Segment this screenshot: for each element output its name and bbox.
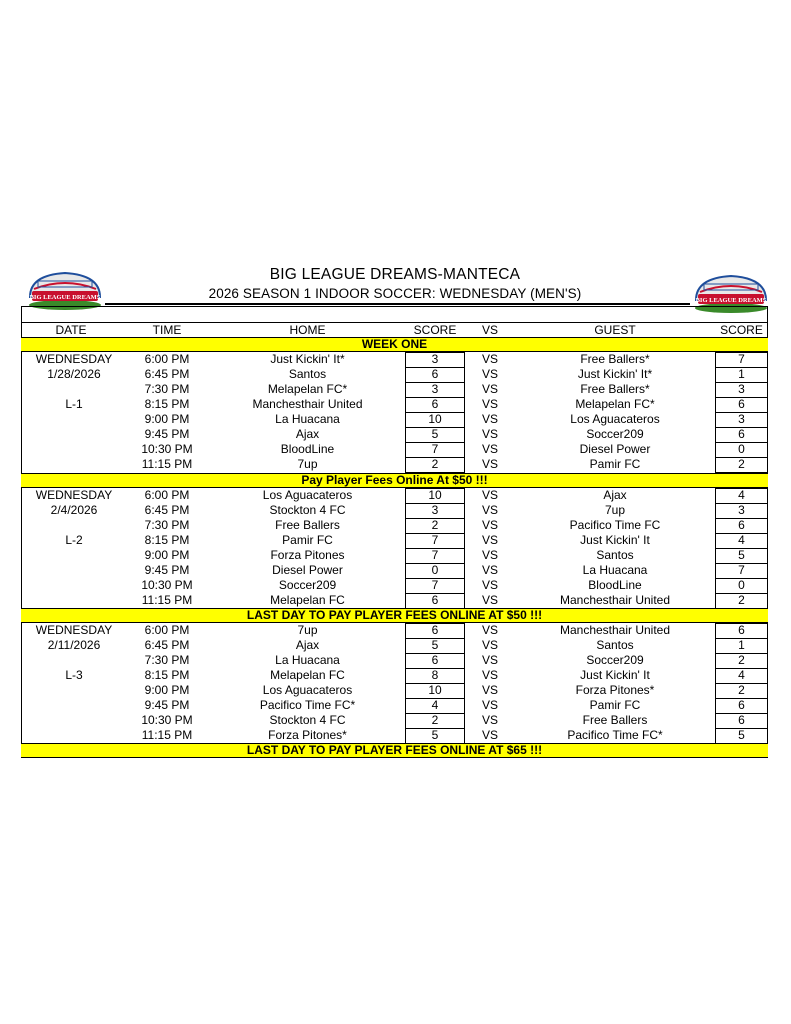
home-team: Melapelan FC: [270, 593, 345, 607]
guest-score: 1: [738, 367, 745, 381]
banner-week-one: WEEK ONE: [21, 337, 768, 352]
guest-score: 3: [738, 503, 745, 517]
page-title: BIG LEAGUE DREAMS-MANTECA: [269, 266, 521, 283]
guest-score: 2: [738, 683, 745, 697]
guest-team: Free Ballers*: [580, 382, 650, 396]
guest-team: BloodLine: [588, 578, 642, 592]
guest-team: Manchesthair United: [559, 593, 671, 607]
guest-team: Forza Pitones*: [575, 683, 655, 697]
home-score: 5: [431, 728, 439, 742]
guest-team: Diesel Power: [579, 442, 651, 456]
game-time: 6:00 PM: [144, 623, 190, 637]
home-team: Pamir FC: [282, 533, 333, 547]
home-score: 6: [431, 593, 439, 607]
page-subtitle: 2026 SEASON 1 INDOOR SOCCER: WEDNESDAY (MEN'S): [208, 286, 582, 301]
col-date: DATE: [55, 323, 87, 337]
svg-text:BIG LEAGUE DREAMS: BIG LEAGUE DREAMS: [695, 297, 767, 304]
vs-label: VS: [481, 457, 498, 471]
vs-label: VS: [481, 412, 498, 426]
vs-label: VS: [481, 638, 498, 652]
guest-team: 7up: [604, 503, 626, 517]
week-league: L-1: [65, 397, 83, 411]
home-team: Forza Pitones*: [268, 728, 347, 742]
guest-team: Just Kickin' It: [580, 533, 650, 547]
guest-team: Free Ballers*: [580, 352, 650, 366]
home-score: 5: [431, 427, 439, 441]
guest-team: Santos: [596, 638, 634, 652]
vs-label: VS: [481, 367, 498, 381]
home-score: 0: [431, 563, 439, 577]
guest-team: Los Aguacateros: [570, 412, 660, 426]
guest-score: 1: [738, 638, 745, 652]
col-guest: GUEST: [594, 323, 636, 337]
guest-team: Pamir FC: [589, 698, 641, 712]
week-day: WEDNESDAY: [35, 488, 113, 502]
home-score: 2: [431, 518, 439, 532]
title-rule: [105, 303, 690, 305]
svg-text:BIG LEAGUE DREAMS: BIG LEAGUE DREAMS: [29, 294, 101, 301]
game-time: 9:45 PM: [144, 427, 190, 441]
home-team: Santos: [288, 367, 327, 381]
vs-label: VS: [481, 442, 498, 456]
guest-score: 6: [738, 427, 745, 441]
home-team: Forza Pitones: [270, 548, 345, 562]
game-time: 6:45 PM: [144, 503, 190, 517]
guest-team: Free Ballers: [582, 713, 648, 727]
home-team: Manchesthair United: [252, 397, 363, 411]
guest-score: 4: [738, 668, 745, 682]
home-team: BloodLine: [280, 442, 335, 456]
home-score: 10: [428, 412, 442, 426]
home-team: Pacifico Time FC*: [259, 698, 356, 712]
vs-label: VS: [481, 488, 498, 502]
guest-team: Just Kickin' It: [580, 668, 650, 682]
game-time: 11:15 PM: [141, 728, 193, 742]
vs-label: VS: [481, 578, 498, 592]
home-team: La Huacana: [275, 653, 340, 667]
vs-label: VS: [481, 653, 498, 667]
home-team: Ajax: [295, 638, 320, 652]
home-score: 7: [431, 578, 439, 592]
game-time: 7:30 PM: [144, 518, 190, 532]
home-team: Los Aguacateros: [262, 683, 353, 697]
game-time: 8:15 PM: [144, 533, 190, 547]
game-time: 11:15 PM: [141, 457, 193, 471]
big-league-dreams-logo-left: [24, 267, 106, 311]
guest-score: 7: [738, 352, 745, 366]
vs-label: VS: [481, 382, 498, 396]
home-score: 7: [431, 442, 439, 456]
guest-score: 6: [738, 397, 745, 411]
home-team: Melapelan FC*: [267, 382, 348, 396]
guest-score: 4: [738, 488, 745, 502]
guest-score: 7: [738, 563, 745, 577]
col-vs: VS: [481, 323, 498, 337]
banner-pay-fees-50: Pay Player Fees Online At $50 !!!: [21, 473, 768, 488]
week-date: 1/28/2026: [47, 367, 101, 381]
home-score: 4: [431, 698, 439, 712]
guest-score: 6: [738, 518, 745, 532]
guest-team: Manchesthair United: [559, 623, 671, 637]
game-time: 9:00 PM: [144, 548, 190, 562]
game-time: 9:45 PM: [144, 698, 190, 712]
home-score: 7: [431, 548, 439, 562]
game-time: 6:00 PM: [144, 352, 190, 366]
week-day: WEDNESDAY: [35, 623, 113, 637]
home-score: 3: [431, 352, 439, 366]
guest-score: 6: [738, 623, 745, 637]
guest-team: Soccer209: [586, 653, 644, 667]
vs-label: VS: [481, 683, 498, 697]
home-score: 6: [431, 623, 439, 637]
home-team: 7up: [297, 623, 318, 637]
game-time: 8:15 PM: [144, 397, 190, 411]
guest-team: Soccer209: [586, 427, 644, 441]
game-time: 6:45 PM: [144, 367, 190, 381]
col-home: HOME: [289, 323, 326, 337]
home-score: 8: [431, 668, 439, 682]
vs-label: VS: [481, 668, 498, 682]
guest-score: 6: [738, 713, 745, 727]
guest-team: Pacifico Time FC*: [567, 728, 663, 742]
game-time: 6:00 PM: [144, 488, 190, 502]
home-team: Stockton 4 FC: [269, 503, 346, 517]
home-score: 5: [431, 638, 439, 652]
home-team: Ajax: [295, 427, 320, 441]
col-guest-score: SCORE: [720, 323, 763, 337]
guest-team: Just Kickin' It*: [577, 367, 653, 381]
guest-score: 3: [738, 382, 745, 396]
col-home-score: SCORE: [413, 323, 457, 337]
vs-label: VS: [481, 563, 498, 577]
vs-label: VS: [481, 352, 498, 366]
week-date: 2/4/2026: [50, 503, 98, 517]
vs-label: VS: [481, 593, 498, 607]
guest-team: Pamir FC: [589, 457, 641, 471]
home-score: 2: [431, 713, 439, 727]
guest-score: 5: [738, 728, 745, 742]
game-time: 7:30 PM: [144, 653, 190, 667]
home-score: 2: [431, 457, 439, 471]
vs-label: VS: [481, 503, 498, 517]
vs-label: VS: [481, 533, 498, 547]
game-time: 10:30 PM: [141, 578, 193, 592]
vs-label: VS: [481, 397, 498, 411]
game-time: 7:30 PM: [144, 382, 190, 396]
week-league: L-3: [65, 668, 83, 682]
home-team: 7up: [297, 457, 318, 471]
home-team: Stockton 4 FC: [269, 713, 346, 727]
home-team: La Huacana: [275, 412, 340, 426]
week-date: 2/11/2026: [47, 638, 101, 652]
vs-label: VS: [481, 623, 498, 637]
game-time: 9:00 PM: [144, 412, 190, 426]
vs-label: VS: [481, 548, 498, 562]
guest-score: 4: [738, 533, 745, 547]
guest-score: 2: [738, 593, 745, 607]
guest-score: 3: [738, 412, 745, 426]
home-team: Melapelan FC: [270, 668, 345, 682]
game-time: 11:15 PM: [141, 593, 193, 607]
vs-label: VS: [481, 728, 498, 742]
home-score: 6: [431, 397, 439, 411]
banner-last-day-50: LAST DAY TO PAY PLAYER FEES ONLINE AT $50 !!!: [21, 608, 768, 623]
week-league: L-2: [65, 533, 83, 547]
guest-score: 5: [738, 548, 745, 562]
home-team: Soccer209: [278, 578, 337, 592]
game-time: 10:30 PM: [141, 442, 193, 456]
guest-team: Pacifico Time FC: [569, 518, 661, 532]
vs-label: VS: [481, 698, 498, 712]
home-team: Just Kickin' It*: [270, 352, 345, 366]
home-score: 6: [431, 653, 439, 667]
game-time: 8:15 PM: [144, 668, 190, 682]
home-score: 6: [431, 367, 439, 381]
home-score: 3: [431, 382, 439, 396]
guest-score: 2: [738, 653, 745, 667]
home-score: 10: [428, 488, 442, 502]
guest-team: Melapelan FC*: [575, 397, 655, 411]
home-team: Los Aguacateros: [262, 488, 353, 502]
col-time: TIME: [152, 323, 182, 337]
guest-score: 0: [738, 442, 745, 456]
home-score: 3: [431, 503, 439, 517]
game-time: 9:00 PM: [144, 683, 190, 697]
guest-team: La Huacana: [582, 563, 648, 577]
home-team: Diesel Power: [272, 563, 343, 577]
game-time: 10:30 PM: [141, 713, 193, 727]
guest-team: Santos: [596, 548, 634, 562]
vs-label: VS: [481, 518, 498, 532]
vs-label: VS: [481, 427, 498, 441]
week-day: WEDNESDAY: [35, 352, 113, 366]
home-score: 10: [428, 683, 442, 697]
banner-last-day-65: LAST DAY TO PAY PLAYER FEES ONLINE AT $65 !!!: [21, 743, 768, 758]
guest-score: 2: [738, 457, 745, 471]
guest-score: 6: [738, 698, 745, 712]
home-team: Free Ballers: [275, 518, 340, 532]
game-time: 6:45 PM: [144, 638, 190, 652]
home-score: 7: [431, 533, 439, 547]
guest-team: Ajax: [603, 488, 627, 502]
guest-score: 0: [738, 578, 745, 592]
vs-label: VS: [481, 713, 498, 727]
game-time: 9:45 PM: [144, 563, 190, 577]
